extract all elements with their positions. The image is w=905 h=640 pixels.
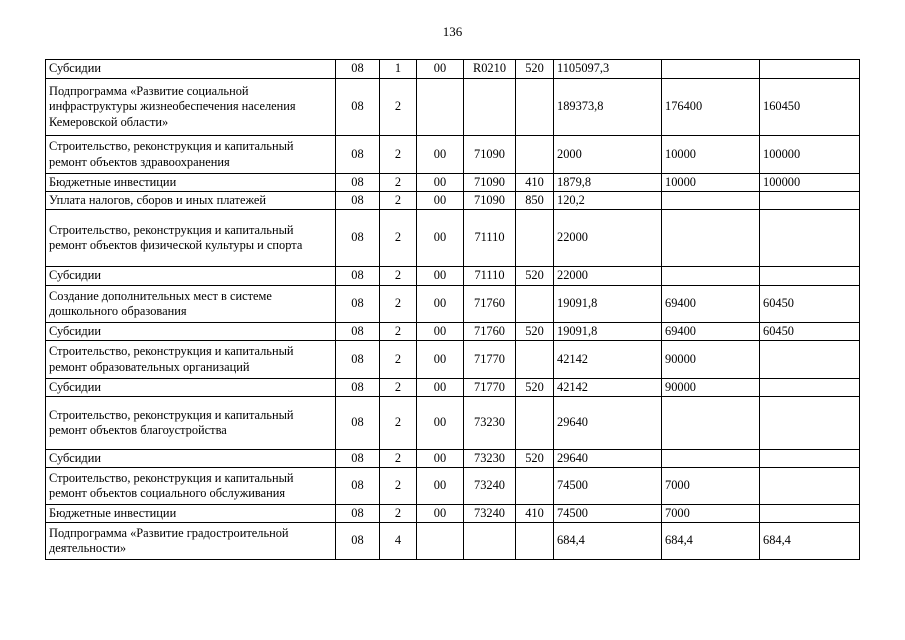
program-code-cell: 00	[417, 267, 464, 286]
section-code-cell: 08	[336, 523, 380, 560]
budget-table-body	[46, 60, 860, 560]
subsection-code-cell: 2	[380, 379, 417, 397]
expense-type-cell	[516, 523, 554, 560]
amount-year1-cell: 19091,8	[554, 323, 662, 341]
amount-year2-cell	[662, 210, 760, 267]
section-code-cell: 08	[336, 323, 380, 341]
amount-year1-cell: 29640	[554, 397, 662, 450]
amount-year2-cell	[662, 60, 760, 79]
amount-year1-cell: 19091,8	[554, 286, 662, 323]
table-row	[46, 136, 860, 174]
target-article-cell: 71760	[464, 286, 516, 323]
program-code-cell: 00	[417, 210, 464, 267]
amount-year2-cell: 69400	[662, 286, 760, 323]
subsection-code-cell: 1	[380, 60, 417, 79]
amount-year3-cell: 684,4	[760, 523, 860, 560]
table-row	[46, 286, 860, 323]
amount-year1-cell: 42142	[554, 379, 662, 397]
amount-year3-cell	[760, 505, 860, 523]
subsection-code-cell: 2	[380, 450, 417, 468]
amount-year2-cell: 90000	[662, 379, 760, 397]
amount-year3-cell: 60450	[760, 286, 860, 323]
table-row	[46, 397, 860, 450]
program-code-cell	[417, 523, 464, 560]
expense-type-cell: 520	[516, 267, 554, 286]
expense-name-cell: Строительство, реконструкция и капитальный ремонт объектов благоустройства	[46, 397, 336, 450]
expense-type-cell	[516, 79, 554, 136]
amount-year3-cell	[760, 397, 860, 450]
amount-year1-cell: 120,2	[554, 192, 662, 210]
target-article-cell: 71760	[464, 323, 516, 341]
subsection-code-cell: 2	[380, 505, 417, 523]
expense-type-cell: 520	[516, 60, 554, 79]
expense-type-cell: 520	[516, 323, 554, 341]
target-article-cell: 71090	[464, 136, 516, 174]
target-article-cell: 71770	[464, 341, 516, 379]
expense-type-cell	[516, 341, 554, 379]
amount-year3-cell: 60450	[760, 323, 860, 341]
target-article-cell: 73240	[464, 505, 516, 523]
table-row	[46, 192, 860, 210]
expense-name-cell: Подпрограмма «Развитие градостроительной деятельности»	[46, 523, 336, 560]
subsection-code-cell: 2	[380, 79, 417, 136]
subsection-code-cell: 2	[380, 468, 417, 505]
section-code-cell: 08	[336, 505, 380, 523]
section-code-cell: 08	[336, 79, 380, 136]
subsection-code-cell: 2	[380, 192, 417, 210]
expense-type-cell: 520	[516, 450, 554, 468]
amount-year2-cell	[662, 397, 760, 450]
program-code-cell: 00	[417, 379, 464, 397]
subsection-code-cell: 2	[380, 210, 417, 267]
section-code-cell: 08	[336, 286, 380, 323]
amount-year3-cell	[760, 210, 860, 267]
subsection-code-cell: 2	[380, 286, 417, 323]
amount-year2-cell	[662, 450, 760, 468]
program-code-cell: 00	[417, 341, 464, 379]
amount-year2-cell	[662, 192, 760, 210]
program-code-cell: 00	[417, 450, 464, 468]
program-code-cell: 00	[417, 60, 464, 79]
subsection-code-cell: 4	[380, 523, 417, 560]
target-article-cell: 73230	[464, 397, 516, 450]
amount-year2-cell: 10000	[662, 136, 760, 174]
subsection-code-cell: 2	[380, 267, 417, 286]
expense-name-cell: Субсидии	[46, 450, 336, 468]
amount-year2-cell: 7000	[662, 505, 760, 523]
program-code-cell: 00	[417, 192, 464, 210]
program-code-cell: 00	[417, 468, 464, 505]
expense-name-cell: Строительство, реконструкция и капитальный ремонт объектов социального обслуживания	[46, 468, 336, 505]
table-row	[46, 468, 860, 505]
section-code-cell: 08	[336, 341, 380, 379]
amount-year3-cell	[760, 450, 860, 468]
table-row	[46, 210, 860, 267]
target-article-cell: 71090	[464, 192, 516, 210]
table-row	[46, 523, 860, 560]
program-code-cell: 00	[417, 286, 464, 323]
subsection-code-cell: 2	[380, 397, 417, 450]
expense-type-cell	[516, 210, 554, 267]
subsection-code-cell: 2	[380, 341, 417, 379]
amount-year2-cell: 7000	[662, 468, 760, 505]
table-row	[46, 267, 860, 286]
page-number: 136	[442, 24, 463, 39]
budget-table	[45, 59, 860, 560]
expense-name-cell: Субсидии	[46, 267, 336, 286]
table-row	[46, 341, 860, 379]
expense-name-cell: Субсидии	[46, 379, 336, 397]
section-code-cell: 08	[336, 210, 380, 267]
amount-year3-cell: 100000	[760, 136, 860, 174]
expense-name-cell: Субсидии	[46, 60, 336, 79]
target-article-cell: 73230	[464, 450, 516, 468]
amount-year3-cell	[760, 341, 860, 379]
section-code-cell: 08	[336, 174, 380, 192]
amount-year3-cell	[760, 60, 860, 79]
subsection-code-cell: 2	[380, 174, 417, 192]
amount-year1-cell: 22000	[554, 267, 662, 286]
amount-year3-cell	[760, 468, 860, 505]
section-code-cell: 08	[336, 379, 380, 397]
table-row	[46, 174, 860, 192]
amount-year1-cell: 22000	[554, 210, 662, 267]
expense-type-cell	[516, 286, 554, 323]
expense-name-cell: Создание дополнительных мест в системе дошкольного образования	[46, 286, 336, 323]
expense-type-cell: 850	[516, 192, 554, 210]
table-row	[46, 505, 860, 523]
target-article-cell	[464, 79, 516, 136]
amount-year3-cell	[760, 267, 860, 286]
target-article-cell: 71110	[464, 267, 516, 286]
target-article-cell: 71110	[464, 210, 516, 267]
amount-year1-cell: 2000	[554, 136, 662, 174]
table-row	[46, 450, 860, 468]
amount-year1-cell: 29640	[554, 450, 662, 468]
amount-year1-cell: 189373,8	[554, 79, 662, 136]
table-row	[46, 60, 860, 79]
table-row	[46, 79, 860, 136]
expense-type-cell	[516, 468, 554, 505]
amount-year2-cell: 176400	[662, 79, 760, 136]
target-article-cell	[464, 523, 516, 560]
amount-year3-cell: 160450	[760, 79, 860, 136]
amount-year1-cell: 42142	[554, 341, 662, 379]
expense-type-cell: 520	[516, 379, 554, 397]
amount-year2-cell	[662, 267, 760, 286]
amount-year1-cell: 74500	[554, 505, 662, 523]
amount-year1-cell: 684,4	[554, 523, 662, 560]
section-code-cell: 08	[336, 60, 380, 79]
table-row	[46, 379, 860, 397]
table-row	[46, 323, 860, 341]
section-code-cell: 08	[336, 468, 380, 505]
target-article-cell: 71090	[464, 174, 516, 192]
expense-type-cell: 410	[516, 505, 554, 523]
amount-year1-cell: 1105097,3	[554, 60, 662, 79]
expense-type-cell: 410	[516, 174, 554, 192]
target-article-cell: R0210	[464, 60, 516, 79]
section-code-cell: 08	[336, 450, 380, 468]
amount-year2-cell: 684,4	[662, 523, 760, 560]
amount-year2-cell: 69400	[662, 323, 760, 341]
program-code-cell: 00	[417, 505, 464, 523]
amount-year3-cell	[760, 379, 860, 397]
expense-name-cell: Строительство, реконструкция и капитальный ремонт образовательных организаций	[46, 341, 336, 379]
expense-name-cell: Строительство, реконструкция и капитальный ремонт объектов физической культуры и спорта	[46, 210, 336, 267]
section-code-cell: 08	[336, 267, 380, 286]
program-code-cell: 00	[417, 323, 464, 341]
amount-year3-cell	[760, 192, 860, 210]
expense-name-cell: Бюджетные инвестиции	[46, 505, 336, 523]
target-article-cell: 71770	[464, 379, 516, 397]
expense-name-cell: Строительство, реконструкция и капитальный ремонт объектов здравоохранения	[46, 136, 336, 174]
program-code-cell: 00	[417, 136, 464, 174]
section-code-cell: 08	[336, 136, 380, 174]
amount-year2-cell: 10000	[662, 174, 760, 192]
section-code-cell: 08	[336, 192, 380, 210]
section-code-cell: 08	[336, 397, 380, 450]
expense-name-cell: Уплата налогов, сборов и иных платежей	[46, 192, 336, 210]
subsection-code-cell: 2	[380, 323, 417, 341]
program-code-cell: 00	[417, 397, 464, 450]
target-article-cell: 73240	[464, 468, 516, 505]
program-code-cell: 00	[417, 174, 464, 192]
expense-name-cell: Бюджетные инвестиции	[46, 174, 336, 192]
amount-year3-cell: 100000	[760, 174, 860, 192]
amount-year2-cell: 90000	[662, 341, 760, 379]
expense-name-cell: Подпрограмма «Развитие социальной инфраструктуры жизнеобеспечения населения Кемеровской области»	[46, 79, 336, 136]
amount-year1-cell: 74500	[554, 468, 662, 505]
expense-name-cell: Субсидии	[46, 323, 336, 341]
expense-type-cell	[516, 136, 554, 174]
amount-year1-cell: 1879,8	[554, 174, 662, 192]
expense-type-cell	[516, 397, 554, 450]
program-code-cell	[417, 79, 464, 136]
subsection-code-cell: 2	[380, 136, 417, 174]
